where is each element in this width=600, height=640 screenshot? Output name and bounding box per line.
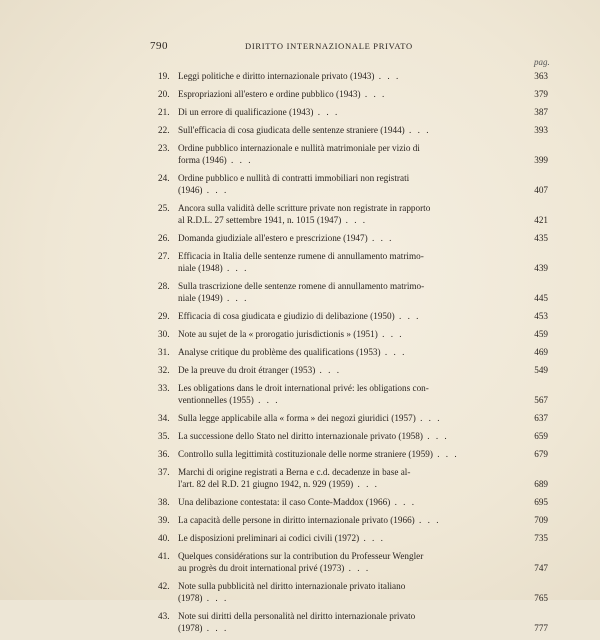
entry-title: La successione dello Stato nel diritto internazionale privato (1958) — [178, 431, 423, 441]
toc-entry — [158, 250, 548, 274]
entry-body — [178, 88, 548, 100]
entry-page-number: 459 — [534, 329, 548, 339]
dot-leader: . . . — [202, 185, 229, 195]
entry-page-number: 363 — [534, 71, 548, 81]
entry-title: Controllo sulla legittimità costituzionale delle norme straniere (1959) — [178, 449, 433, 459]
entry-number: 38. — [158, 497, 170, 507]
toc-entry — [158, 496, 548, 508]
entry-title: Leggi politiche e diritto internazionale privato (1943) — [178, 71, 375, 81]
entry-page-number: 747 — [534, 563, 548, 573]
dot-leader: . . . — [422, 431, 449, 441]
entry-title: Note au sujet de la « prorogatio jurisdictionis » (1951) — [178, 329, 378, 339]
entry-title: Espropriazioni all'estero e ordine pubblico (1943) — [178, 89, 361, 99]
entry-page-number: 435 — [534, 233, 548, 243]
entry-number: 25. — [158, 203, 170, 213]
entry-body — [178, 610, 548, 634]
entry-page-number: 689 — [534, 479, 548, 489]
entry-body — [178, 364, 548, 376]
entry-number: 29. — [158, 311, 170, 321]
toc-entry — [158, 88, 548, 100]
entry-page-number: 393 — [534, 125, 548, 135]
entry-body — [178, 106, 548, 118]
dot-leader: . . . — [341, 215, 368, 225]
entry-number: 39. — [158, 515, 170, 525]
dot-leader: . . . — [202, 623, 229, 633]
entry-title: Di un errore di qualificazione (1943) — [178, 107, 314, 117]
dot-leader: . . . — [380, 347, 407, 357]
entry-page-number: 637 — [534, 413, 548, 423]
dot-leader: . . . — [313, 107, 340, 117]
entry-page-number: 777 — [534, 623, 548, 633]
entry-body — [178, 232, 548, 244]
entry-number: 22. — [158, 125, 170, 135]
entry-page-number: 709 — [534, 515, 548, 525]
entry-number: 24. — [158, 173, 170, 183]
entry-page-number: 445 — [534, 293, 548, 303]
toc-entry — [158, 412, 548, 424]
toc-entry — [158, 364, 548, 376]
toc-entry — [158, 580, 548, 604]
entry-body — [178, 382, 548, 406]
entry-body — [178, 448, 548, 460]
dot-leader: . . . — [367, 233, 394, 243]
dot-leader: . . . — [344, 563, 371, 573]
entry-body — [178, 580, 548, 604]
page-number: 790 — [150, 40, 168, 52]
dot-leader: . . . — [432, 449, 459, 459]
dot-leader: . . . — [202, 593, 229, 603]
toc-entry — [158, 106, 548, 118]
entry-body — [178, 346, 548, 358]
dot-leader: . . . — [226, 155, 253, 165]
toc-entry — [158, 142, 548, 166]
toc-entry — [158, 124, 548, 136]
entry-page-number: 379 — [534, 89, 548, 99]
entry-number: 19. — [158, 71, 170, 81]
dot-leader: . . . — [414, 515, 441, 525]
entry-number: 36. — [158, 449, 170, 459]
pag-column-label: pag. — [534, 57, 550, 67]
entry-body — [178, 412, 548, 424]
toc-entry — [158, 514, 548, 526]
entry-number: 20. — [158, 89, 170, 99]
entry-title: Le disposizioni preliminari ai codici civili (1972) — [178, 533, 360, 543]
entry-body — [178, 532, 548, 544]
dot-leader: . . . — [404, 125, 431, 135]
toc-entry — [158, 70, 548, 82]
dot-leader: . . . — [390, 497, 417, 507]
entry-title: Note sulla pubblicità nel diritto internazionale privato italiano (1978) — [178, 581, 406, 603]
entry-title: Quelques considérations sur la contribution du Professeur Wengler au progrès du droit international privé (1973) — [178, 551, 424, 573]
entry-page-number: 765 — [534, 593, 548, 603]
dot-leader: . . . — [222, 293, 249, 303]
dot-leader: . . . — [374, 71, 401, 81]
toc-entry — [158, 202, 548, 226]
toc-entry — [158, 550, 548, 574]
entry-body — [178, 70, 548, 82]
entry-title: Analyse critique du problème des qualifications (1953) — [178, 347, 381, 357]
toc-entry — [158, 310, 548, 322]
entry-number: 21. — [158, 107, 170, 117]
toc-entry — [158, 232, 548, 244]
dot-leader: . . . — [222, 263, 249, 273]
entry-number: 42. — [158, 581, 170, 591]
entry-page-number: 469 — [534, 347, 548, 357]
toc-entry — [158, 346, 548, 358]
entry-body — [178, 514, 548, 526]
entry-title: Ordine pubblico e nullità di contratti immobiliari non registrati (1946) — [178, 173, 410, 195]
entry-body — [178, 172, 548, 196]
entry-title: Sulla legge applicabile alla « forma » dei negozi giuridici (1957) — [178, 413, 416, 423]
dot-leader: . . . — [360, 89, 387, 99]
entry-title: Les obligations dans le droit international privé: les obligations con- ventionnelles (1955) — [178, 383, 429, 405]
dot-leader: . . . — [359, 533, 385, 543]
entry-title: La capacità delle persone in diritto internazionale privato (1966) — [178, 515, 415, 525]
dot-leader: . . . — [315, 365, 342, 375]
toc-entry — [158, 430, 548, 442]
entry-body — [178, 328, 548, 340]
entry-number: 40. — [158, 533, 170, 543]
entry-number: 27. — [158, 251, 170, 261]
dot-leader: . . . — [353, 479, 379, 489]
dot-leader: . . . — [415, 413, 442, 423]
entry-title: Ancora sulla validità delle scritture private non registrate in rapporto al R.D.L. 27 settembre 1941, n. 1015 (1947) — [178, 203, 431, 225]
entry-title: Efficacia di cosa giudicata e giudizio di delibazione (1950) — [178, 311, 395, 321]
entry-page-number: 679 — [534, 449, 548, 459]
entry-number: 30. — [158, 329, 170, 339]
toc-entry — [158, 532, 548, 544]
entry-title: Note sui diritti della personalità nel diritto internazionale privato (1978) — [178, 611, 416, 633]
dot-leader: . . . — [377, 329, 404, 339]
entry-page-number: 735 — [534, 533, 548, 543]
entry-page-number: 387 — [534, 107, 548, 117]
entry-title: Domanda giudiziale all'estero e prescrizione (1947) — [178, 233, 368, 243]
dot-leader: . . . — [253, 395, 280, 405]
toc-entry — [158, 328, 548, 340]
toc-entry — [158, 466, 548, 490]
entry-body — [178, 250, 548, 274]
entry-page-number: 453 — [534, 311, 548, 321]
entry-number: 34. — [158, 413, 170, 423]
table-of-contents — [158, 70, 548, 640]
entry-number: 33. — [158, 383, 170, 393]
entry-body — [178, 124, 548, 136]
entry-body — [178, 202, 548, 226]
entry-page-number: 695 — [534, 497, 548, 507]
entry-body — [178, 466, 548, 490]
entry-number: 23. — [158, 143, 170, 153]
entry-title: Marchi di origine registrati a Berna e c.d. decadenze in base al- l'art. 82 del R.D. 21 giugno 1942, n. 929 (1959) — [178, 467, 411, 489]
entry-body — [178, 550, 548, 574]
entry-number: 28. — [158, 281, 170, 291]
entry-page-number: 407 — [534, 185, 548, 195]
entry-number: 31. — [158, 347, 170, 357]
entry-body — [178, 142, 548, 166]
entry-number: 43. — [158, 611, 170, 621]
entry-body — [178, 280, 548, 304]
entry-page-number: 421 — [534, 215, 548, 225]
entry-title: Sulla trascrizione delle sentenze romene di annullamento matrimo- niale (1949) — [178, 281, 425, 303]
toc-entry — [158, 280, 548, 304]
entry-title: Ordine pubblico internazionale e nullità matrimoniale per vizio di forma (1946) — [178, 143, 420, 165]
entry-title: De la preuve du droit étranger (1953) — [178, 365, 316, 375]
entry-body — [178, 430, 548, 442]
entry-title: Efficacia in Italia delle sentenze rumene di annullamento matrimo- niale (1948) — [178, 251, 424, 273]
toc-entry — [158, 382, 548, 406]
entry-title: Una delibazione contestata: il caso Conte-Maddox (1966) — [178, 497, 391, 507]
toc-entry — [158, 172, 548, 196]
running-head: DIRITTO INTERNAZIONALE PRIVATO — [245, 41, 413, 51]
entry-number: 37. — [158, 467, 170, 477]
entry-page-number: 399 — [534, 155, 548, 165]
entry-page-number: 549 — [534, 365, 548, 375]
entry-title: Sull'efficacia di cosa giudicata delle sentenze straniere (1944) — [178, 125, 405, 135]
entry-page-number: 439 — [534, 263, 548, 273]
entry-page-number: 659 — [534, 431, 548, 441]
entry-number: 26. — [158, 233, 170, 243]
entry-body — [178, 310, 548, 322]
entry-number: 41. — [158, 551, 170, 561]
dot-leader: . . . — [394, 311, 421, 321]
entry-number: 32. — [158, 365, 170, 375]
entry-body — [178, 496, 548, 508]
toc-entry — [158, 610, 548, 634]
toc-entry — [158, 448, 548, 460]
entry-number: 35. — [158, 431, 170, 441]
entry-page-number: 567 — [534, 395, 548, 405]
